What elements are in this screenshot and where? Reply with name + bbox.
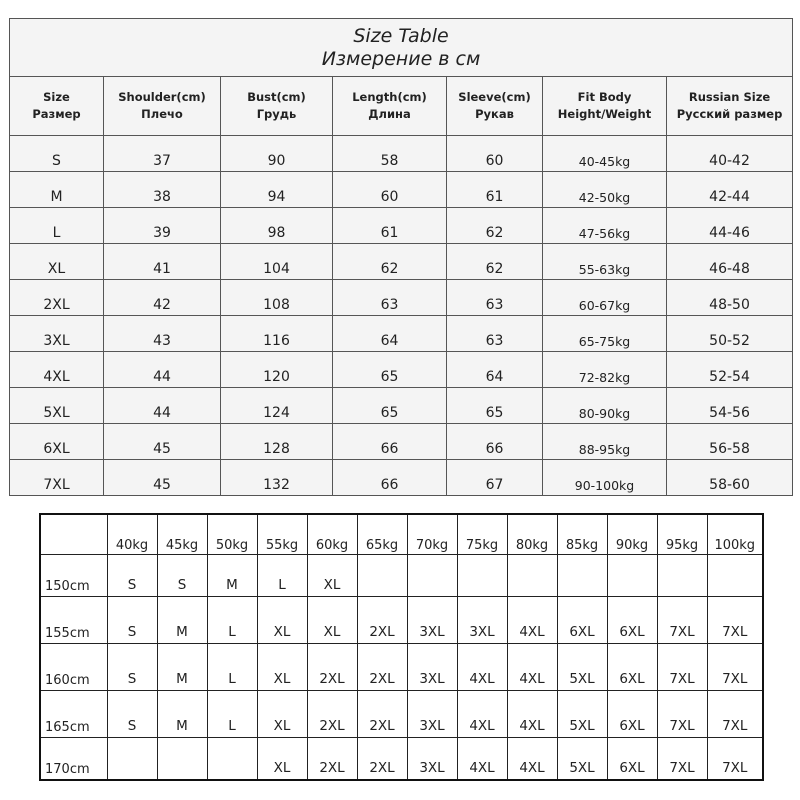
size-recommendation-cell: XL — [257, 644, 307, 691]
size-cell: 44 — [104, 352, 221, 388]
size-recommendation-cell — [357, 555, 407, 597]
size-recommendation-cell: 2XL — [357, 597, 407, 644]
size-cell: 45 — [104, 424, 221, 460]
size-cell: 40-45kg — [543, 136, 667, 172]
height-label: 155cm — [40, 597, 107, 644]
height-row — [40, 597, 763, 644]
size-recommendation-cell: XL — [307, 555, 357, 597]
size-cell: 54-56 — [667, 388, 793, 424]
weight-header: 90kg — [607, 514, 657, 555]
size-row — [10, 280, 793, 316]
size-recommendation-cell: 7XL — [707, 597, 763, 644]
size-cell: 67 — [447, 460, 543, 496]
size-cell: 39 — [104, 208, 221, 244]
size-cell: 42 — [104, 280, 221, 316]
size-cell: 47-56kg — [543, 208, 667, 244]
size-recommendation-cell: 2XL — [357, 738, 407, 781]
header-label-en: Length(cm) — [352, 90, 427, 104]
size-recommendation-cell: M — [157, 691, 207, 738]
size-cell: 61 — [333, 208, 447, 244]
height-label: 165cm — [40, 691, 107, 738]
size-recommendation-cell: S — [107, 597, 157, 644]
size-recommendation-cell: 2XL — [307, 738, 357, 781]
height-label: 160cm — [40, 644, 107, 691]
size-table-title-ru: Измерение в см — [321, 47, 481, 70]
height-row — [40, 555, 763, 597]
size-cell: 58 — [333, 136, 447, 172]
size-cell: 4XL — [10, 352, 104, 388]
size-cell: 90 — [221, 136, 333, 172]
size-recommendation-cell: 2XL — [357, 691, 407, 738]
size-cell: 63 — [447, 316, 543, 352]
size-cell: L — [10, 208, 104, 244]
size-recommendation-cell: 4XL — [457, 691, 507, 738]
header-label-en: Russian Size — [688, 90, 771, 104]
size-recommendation-cell: S — [107, 555, 157, 597]
header-shoulder — [104, 77, 221, 136]
size-recommendation-cell: 4XL — [507, 691, 557, 738]
size-cell: 3XL — [10, 316, 104, 352]
size-table-title — [10, 19, 793, 77]
height-row — [40, 644, 763, 691]
size-cell: 66 — [447, 424, 543, 460]
height-label: 150cm — [40, 555, 107, 597]
size-cell: 56-58 — [667, 424, 793, 460]
size-cell: 55-63kg — [543, 244, 667, 280]
size-cell: 60-67kg — [543, 280, 667, 316]
size-recommendation-cell: M — [207, 555, 257, 597]
size-row — [10, 136, 793, 172]
size-cell: 65-75kg — [543, 316, 667, 352]
size-cell: 104 — [221, 244, 333, 280]
weight-header: 95kg — [657, 514, 707, 555]
size-cell: 65 — [333, 352, 447, 388]
size-recommendation-cell: S — [107, 644, 157, 691]
header-label-ru: Плечо — [141, 107, 183, 121]
size-cell: 62 — [447, 208, 543, 244]
size-cell: 72-82kg — [543, 352, 667, 388]
weight-header: 40kg — [107, 514, 157, 555]
size-cell: 40-42 — [667, 136, 793, 172]
size-row — [10, 172, 793, 208]
size-cell: 65 — [447, 388, 543, 424]
size-cell: 62 — [447, 244, 543, 280]
height-row — [40, 691, 763, 738]
size-recommendation-cell: L — [207, 691, 257, 738]
size-row — [10, 460, 793, 496]
size-cell: 46-48 — [667, 244, 793, 280]
size-recommendation-cell: XL — [307, 597, 357, 644]
size-cell: 108 — [221, 280, 333, 316]
size-cell: 116 — [221, 316, 333, 352]
size-recommendation-cell: 7XL — [657, 738, 707, 781]
size-recommendation-cell: M — [157, 644, 207, 691]
size-recommendation-cell: 6XL — [607, 597, 657, 644]
size-row — [10, 352, 793, 388]
height-row — [40, 738, 763, 781]
size-recommendation-cell: 7XL — [707, 644, 763, 691]
size-recommendation-cell: XL — [257, 597, 307, 644]
size-cell: 90-100kg — [543, 460, 667, 496]
size-cell: 66 — [333, 460, 447, 496]
size-cell: 60 — [447, 136, 543, 172]
weight-header: 75kg — [457, 514, 507, 555]
size-recommendation-cell: 4XL — [507, 738, 557, 781]
size-cell: S — [10, 136, 104, 172]
size-cell: 52-54 — [667, 352, 793, 388]
size-recommendation-cell: 2XL — [307, 644, 357, 691]
size-row — [10, 208, 793, 244]
header-label-ru: Размер — [32, 107, 81, 121]
chart-table-body — [40, 514, 763, 780]
size-recommendation-cell: L — [257, 555, 307, 597]
height-label: 170cm — [40, 738, 107, 781]
weight-header: 50kg — [207, 514, 257, 555]
size-recommendation-cell: 5XL — [557, 738, 607, 781]
header-label-en: Sleeve(cm) — [458, 90, 531, 104]
size-cell: 7XL — [10, 460, 104, 496]
size-cell: M — [10, 172, 104, 208]
size-row — [10, 424, 793, 460]
header-fit-body — [543, 77, 667, 136]
size-cell: 50-52 — [667, 316, 793, 352]
size-recommendation-cell: 4XL — [507, 597, 557, 644]
size-recommendation-cell: XL — [257, 738, 307, 781]
size-cell: 88-95kg — [543, 424, 667, 460]
size-recommendation-cell — [507, 555, 557, 597]
size-cell: 61 — [447, 172, 543, 208]
size-cell: 120 — [221, 352, 333, 388]
size-cell: 62 — [333, 244, 447, 280]
size-row — [10, 316, 793, 352]
size-recommendation-cell: 4XL — [457, 644, 507, 691]
header-label-en: Bust(cm) — [247, 90, 306, 104]
size-recommendation-cell: L — [207, 644, 257, 691]
size-recommendation-cell: 7XL — [657, 597, 707, 644]
size-cell: 44 — [104, 388, 221, 424]
size-recommendation-cell: S — [107, 691, 157, 738]
size-row — [10, 244, 793, 280]
size-recommendation-cell: 5XL — [557, 644, 607, 691]
size-recommendation-cell: 4XL — [507, 644, 557, 691]
size-cell: 43 — [104, 316, 221, 352]
size-cell: 58-60 — [667, 460, 793, 496]
size-cell: 6XL — [10, 424, 104, 460]
header-label-ru: Грудь — [256, 107, 297, 121]
size-recommendation-cell: 5XL — [557, 691, 607, 738]
size-table-title-en: Size Table — [353, 24, 449, 47]
size-recommendation-cell — [557, 555, 607, 597]
size-cell: 42-44 — [667, 172, 793, 208]
weight-header-row — [40, 514, 763, 555]
size-recommendation-cell: 6XL — [607, 644, 657, 691]
size-cell: 132 — [221, 460, 333, 496]
size-recommendation-cell: 3XL — [457, 597, 507, 644]
size-recommendation-cell — [607, 555, 657, 597]
size-recommendation-cell: M — [157, 597, 207, 644]
weight-header: 45kg — [157, 514, 207, 555]
size-recommendation-cell: 6XL — [557, 597, 607, 644]
weight-header: 70kg — [407, 514, 457, 555]
size-cell: 94 — [221, 172, 333, 208]
size-cell: 63 — [333, 280, 447, 316]
size-cell: XL — [10, 244, 104, 280]
size-cell: 64 — [447, 352, 543, 388]
header-sleeve — [447, 77, 543, 136]
size-recommendation-cell — [707, 555, 763, 597]
header-label-ru: Длина — [368, 107, 411, 121]
size-recommendation-cell: 7XL — [707, 738, 763, 781]
header-label-en: Size — [43, 90, 70, 104]
weight-header: 100kg — [707, 514, 763, 555]
size-recommendation-cell: XL — [257, 691, 307, 738]
size-table — [9, 18, 793, 496]
size-recommendation-cell: 7XL — [707, 691, 763, 738]
weight-header: 55kg — [257, 514, 307, 555]
size-recommendation-cell: 7XL — [657, 691, 707, 738]
height-weight-chart — [39, 513, 764, 781]
size-cell: 41 — [104, 244, 221, 280]
size-recommendation-cell: 7XL — [657, 644, 707, 691]
size-cell: 65 — [333, 388, 447, 424]
weight-header: 80kg — [507, 514, 557, 555]
size-cell: 38 — [104, 172, 221, 208]
size-cell: 37 — [104, 136, 221, 172]
header-label-en: Shoulder(cm) — [118, 90, 206, 104]
corner-cell — [40, 514, 107, 555]
size-cell: 48-50 — [667, 280, 793, 316]
size-recommendation-cell — [107, 738, 157, 781]
size-recommendation-cell: S — [157, 555, 207, 597]
size-recommendation-cell — [407, 555, 457, 597]
size-recommendation-cell — [207, 738, 257, 781]
size-recommendation-cell: 4XL — [457, 738, 507, 781]
header-size — [10, 77, 104, 136]
weight-header: 65kg — [357, 514, 407, 555]
size-cell: 64 — [333, 316, 447, 352]
size-cell: 2XL — [10, 280, 104, 316]
size-cell: 80-90kg — [543, 388, 667, 424]
header-label-ru: Русский размер — [676, 107, 783, 121]
header-label-ru: Рукав — [475, 107, 514, 121]
header-label-ru: Height/Weight — [557, 107, 652, 121]
size-recommendation-cell: L — [207, 597, 257, 644]
size-recommendation-cell — [657, 555, 707, 597]
size-recommendation-cell: 2XL — [357, 644, 407, 691]
header-bust — [221, 77, 333, 136]
size-table-header-row — [10, 77, 793, 136]
size-cell: 128 — [221, 424, 333, 460]
size-cell: 45 — [104, 460, 221, 496]
size-recommendation-cell: 3XL — [407, 691, 457, 738]
size-recommendation-cell: 3XL — [407, 738, 457, 781]
size-cell: 44-46 — [667, 208, 793, 244]
header-russian-size — [667, 77, 793, 136]
header-label-en: Fit Body — [577, 90, 632, 104]
size-cell: 63 — [447, 280, 543, 316]
size-recommendation-cell: 6XL — [607, 738, 657, 781]
size-recommendation-cell: 2XL — [307, 691, 357, 738]
size-recommendation-cell: 3XL — [407, 644, 457, 691]
size-recommendation-cell: 3XL — [407, 597, 457, 644]
size-cell: 42-50kg — [543, 172, 667, 208]
size-recommendation-cell — [457, 555, 507, 597]
weight-header: 60kg — [307, 514, 357, 555]
size-table-body — [10, 136, 793, 496]
size-recommendation-cell — [157, 738, 207, 781]
size-row — [10, 388, 793, 424]
size-cell: 66 — [333, 424, 447, 460]
weight-header: 85kg — [557, 514, 607, 555]
size-cell: 60 — [333, 172, 447, 208]
size-cell: 124 — [221, 388, 333, 424]
header-length — [333, 77, 447, 136]
size-cell: 5XL — [10, 388, 104, 424]
size-recommendation-cell: 6XL — [607, 691, 657, 738]
size-cell: 98 — [221, 208, 333, 244]
